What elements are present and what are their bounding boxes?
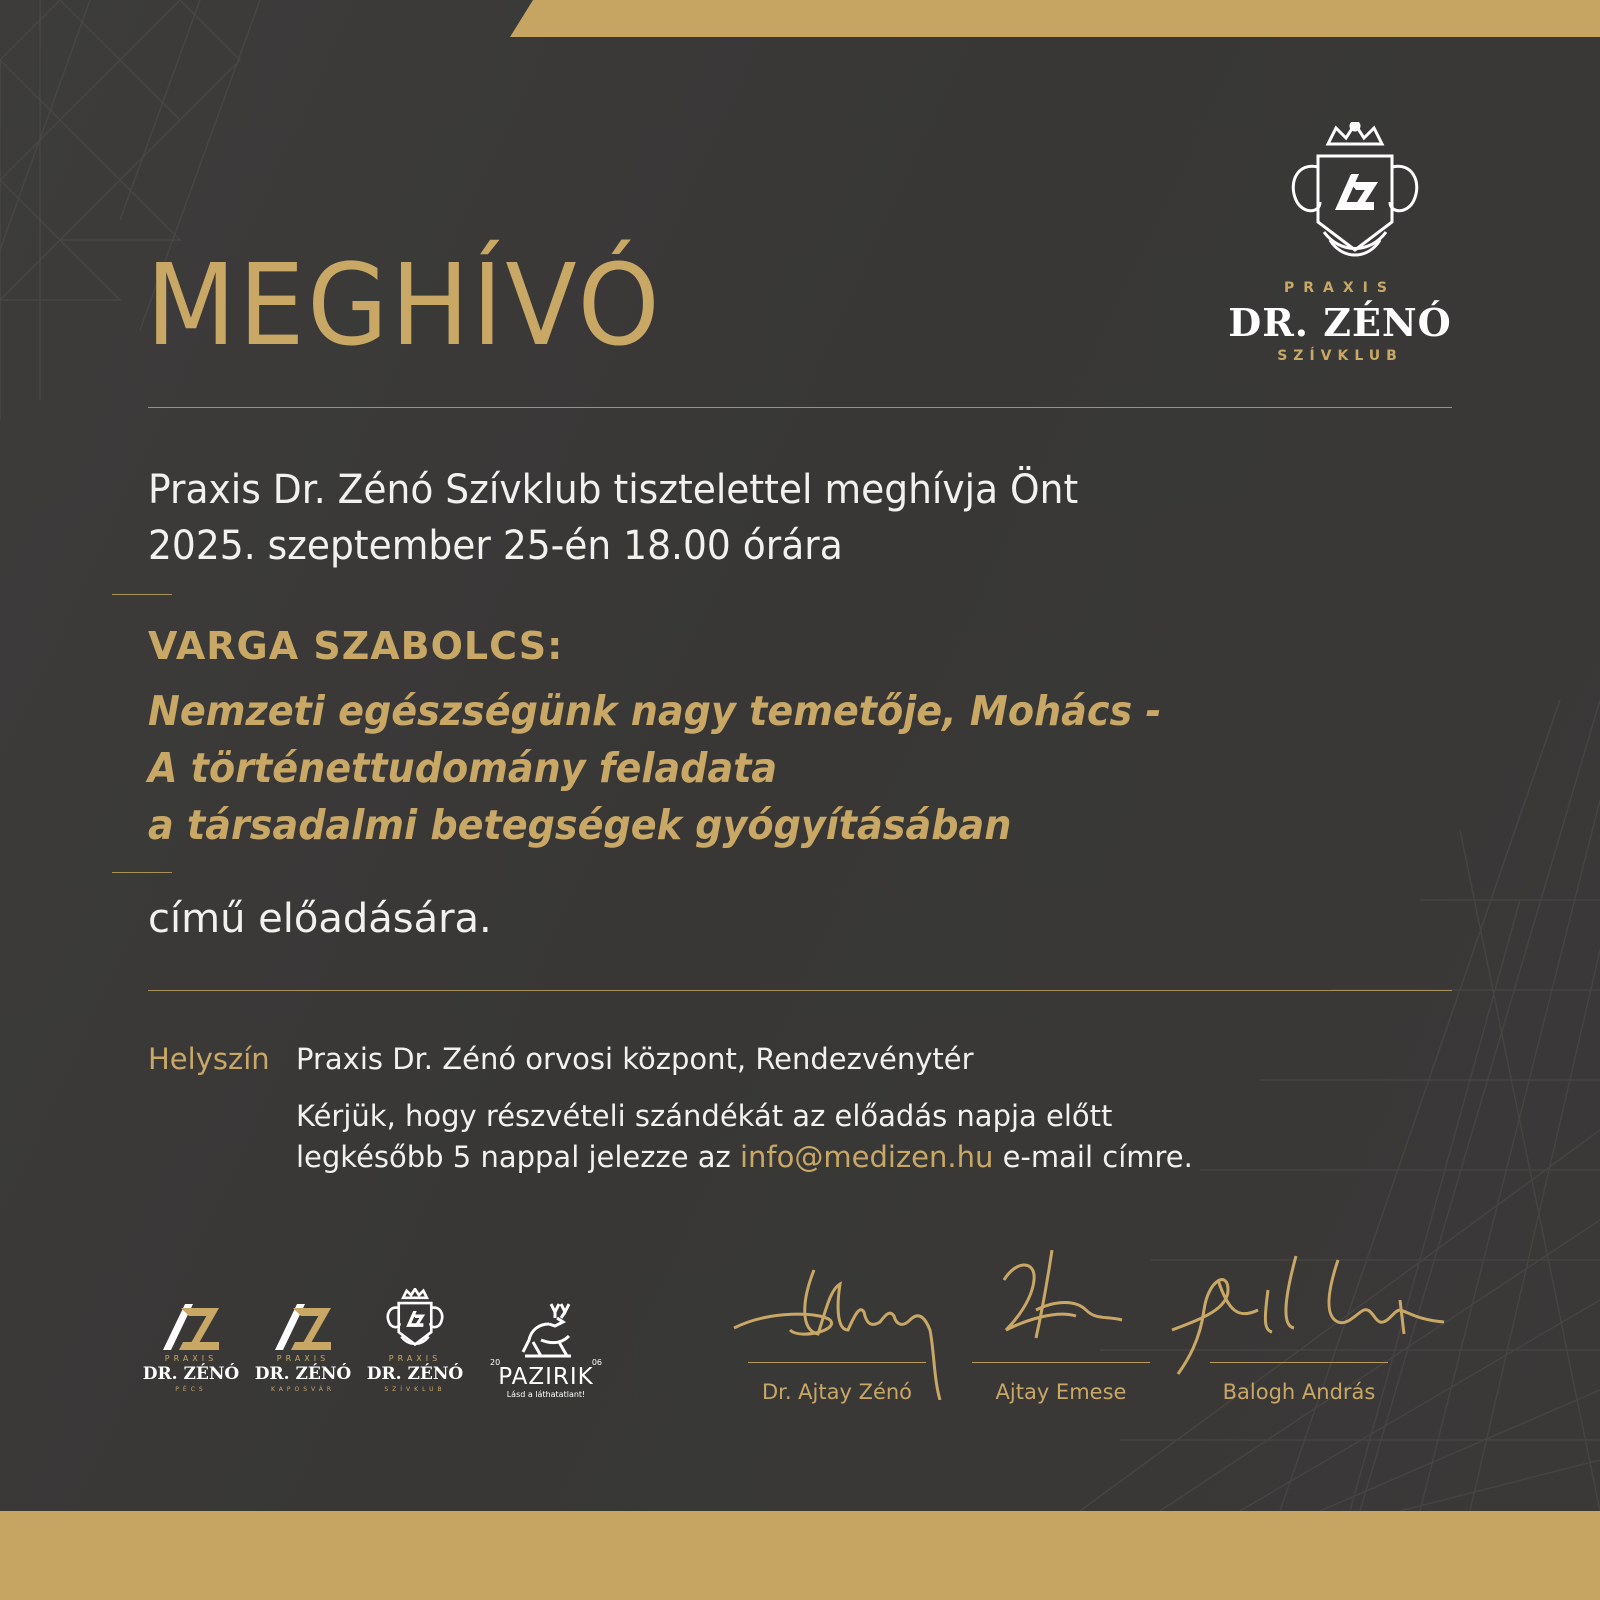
pazirik-slogan: Lásd a láthatatlant!: [506, 1390, 586, 1399]
accent-dash-1: [112, 594, 172, 595]
logo-praxis-label: PRAXIS: [276, 1354, 330, 1363]
rsvp-line-2-pre: legkésőbb 5 nappal jelezze az: [296, 1140, 740, 1174]
az-monogram-icon: [159, 1300, 223, 1352]
lecture-line-3: a társadalmi betegségek gyógyításában: [148, 801, 1012, 849]
logo-praxis-label: PRAXIS: [164, 1354, 218, 1363]
signature-line-1: [748, 1362, 926, 1363]
signature-icon: [1168, 1250, 1448, 1380]
brand-name: DR. ZÉNÓ: [1228, 300, 1452, 345]
logo-dr-zeno-pecs: [136, 1300, 246, 1412]
lecture-line-2: A történettudomány feladata: [148, 744, 778, 792]
accent-dash-2: [112, 872, 172, 873]
rsvp-line-1: Kérjük, hogy részvételi szándékát az előadás napja előtt: [296, 1099, 1113, 1133]
speaker-name: VARGA SZABOLCS:: [148, 624, 564, 668]
lecture-line-1: Nemzeti egészségünk nagy temetője, Mohács -: [148, 687, 1162, 735]
brand-sub: SZÍVKLUB: [1277, 348, 1403, 364]
top-gold-band: [0, 0, 1600, 37]
intro-line-1: Praxis Dr. Zénó Szívklub tisztelettel meghívja Önt: [148, 467, 1079, 513]
signature-icon: [996, 1250, 1126, 1370]
logo-dr-zeno-kaposvar: [248, 1300, 358, 1412]
intro-line-2: 2025. szeptember 25-én 18.00 órára: [148, 523, 843, 569]
rsvp-email-link[interactable]: info@medizen.hu: [740, 1140, 994, 1174]
bottom-gold-band: [0, 1511, 1600, 1600]
pazirik-year-right: 06: [591, 1358, 602, 1367]
logo-pazirik: [486, 1300, 606, 1412]
divider-top: [148, 407, 1452, 408]
logo-name: DR. ZÉNÓ: [366, 1364, 464, 1384]
deer-icon: [511, 1300, 581, 1362]
rsvp-text: [296, 1096, 1296, 1178]
logo-sub: PÉCS: [175, 1386, 207, 1393]
page-title: MEGHÍVÓ: [146, 241, 663, 371]
venue-value: Praxis Dr. Zénó orvosi központ, Rendezvénytér: [296, 1042, 974, 1076]
signature-line-2: [972, 1362, 1150, 1363]
lecture-title: [148, 683, 1171, 854]
venue-label: Helyszín: [148, 1042, 270, 1076]
signatory-name-1: Dr. Ajtay Zénó: [761, 1380, 913, 1404]
signatory-name-2: Ajtay Emese: [995, 1380, 1127, 1404]
divider-bottom: [148, 990, 1452, 991]
logo-name: DR. ZÉNÓ: [142, 1364, 240, 1384]
az-monogram-icon: [271, 1300, 335, 1352]
rsvp-line-2: [296, 1137, 1296, 1178]
signature-icon: [730, 1250, 960, 1400]
brand-praxis: PRAXIS: [1284, 280, 1396, 296]
closing-text: című előadására.: [148, 896, 492, 942]
logo-name: DR. ZÉNÓ: [254, 1364, 352, 1384]
crest-icon: [1280, 122, 1430, 267]
logo-sub: KAPOSVÁR: [270, 1386, 336, 1393]
logo-praxis-label: PRAXIS: [388, 1354, 442, 1363]
logo-sub: SZÍVKLUB: [384, 1386, 446, 1393]
rsvp-line-2-post: e-mail címre.: [993, 1140, 1193, 1174]
signatory-name-3: Balogh András: [1222, 1380, 1376, 1404]
pazirik-year-left: 20: [490, 1358, 501, 1367]
pazirik-name: PAZIRIK: [498, 1364, 594, 1390]
intro-text: [148, 462, 1088, 574]
signature-line-3: [1210, 1362, 1388, 1363]
logo-dr-zeno-szivklub: [360, 1288, 470, 1400]
crest-icon: [382, 1288, 448, 1352]
